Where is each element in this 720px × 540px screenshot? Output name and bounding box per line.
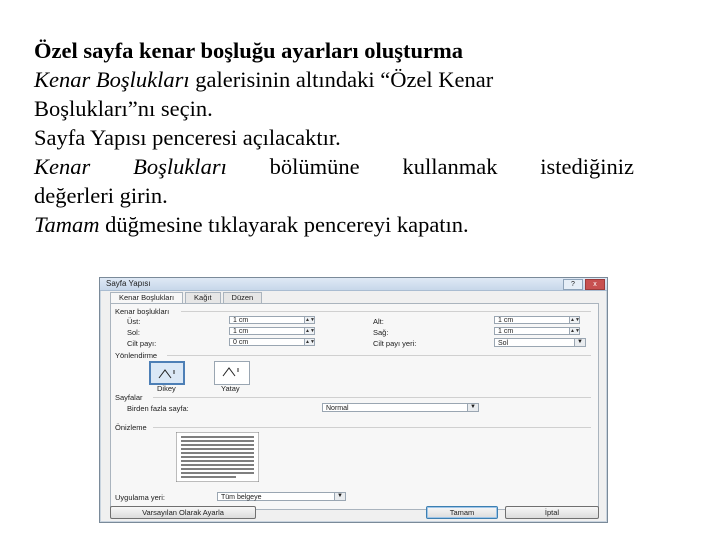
italic-term: Kenar Boşlukları xyxy=(34,67,190,92)
window-controls xyxy=(563,279,605,290)
instruction-line-1 xyxy=(34,65,634,94)
spinner-arrows-icon[interactable]: ▲▼ xyxy=(570,317,580,323)
line-text: galerisinin altındaki “Özel Kenar xyxy=(189,67,494,92)
tab-layout[interactable]: Düzen xyxy=(223,292,263,303)
dialog-title: Sayfa Yapısı xyxy=(106,279,151,288)
spinner-arrows-icon[interactable]: ▲▼ xyxy=(570,328,580,334)
set-as-default-button[interactable]: Varsayılan Olarak Ayarla xyxy=(110,506,256,519)
right-label: Sağ: xyxy=(373,328,389,337)
tab-strip xyxy=(110,292,264,303)
landscape-label: Yatay xyxy=(221,384,240,393)
top-label: Üst: xyxy=(127,317,141,326)
landscape-option[interactable] xyxy=(214,361,250,385)
spinner-arrows-icon[interactable]: ▲▼ xyxy=(305,317,315,323)
margins-group-label: Kenar boşlukları xyxy=(115,307,170,316)
landscape-icon xyxy=(221,366,243,378)
apply-to-value: Tüm belgeye xyxy=(221,494,262,501)
spinner-arrows-icon[interactable]: ▲▼ xyxy=(305,328,315,334)
gutter-input[interactable] xyxy=(229,338,315,346)
apply-to-select[interactable] xyxy=(217,492,346,501)
tab-margins[interactable]: Kenar Boşlukları xyxy=(110,292,183,303)
divider xyxy=(153,397,591,398)
divider xyxy=(153,427,591,428)
divider xyxy=(167,355,591,356)
chevron-down-icon[interactable]: ▼ xyxy=(574,339,585,346)
gutter-label: Cilt payı: xyxy=(127,339,157,348)
close-button[interactable]: x xyxy=(585,279,605,290)
apply-to-label: Uygulama yeri: xyxy=(115,493,166,502)
page-setup-dialog xyxy=(99,277,608,523)
heading: Özel sayfa kenar boşluğu ayarları oluşturma xyxy=(34,38,463,63)
chevron-down-icon[interactable]: ▼ xyxy=(334,493,345,500)
top-margin-value: 1 cm xyxy=(233,317,249,324)
gutter-value: 0 cm xyxy=(233,339,249,346)
ok-button[interactable]: Tamam xyxy=(426,506,498,519)
portrait-option[interactable] xyxy=(149,361,185,385)
right-margin-value: 1 cm xyxy=(498,328,514,335)
left-margin-value: 1 cm xyxy=(233,328,249,335)
portrait-icon xyxy=(157,367,179,379)
instruction-line-6 xyxy=(34,210,634,239)
instruction-line-2: Boşlukları”nı seçin. xyxy=(34,96,213,121)
instruction-text xyxy=(34,36,634,239)
gutter-position-label: Cilt payı yeri: xyxy=(373,339,417,348)
portrait-label: Dikey xyxy=(157,384,176,393)
multiple-pages-label: Birden fazla sayfa: xyxy=(127,404,189,413)
divider xyxy=(181,311,591,312)
left-label: Sol: xyxy=(127,328,140,337)
multiple-pages-value: Normal xyxy=(326,405,349,412)
gutter-position-select[interactable] xyxy=(494,338,586,347)
dialog-titlebar xyxy=(100,278,607,291)
preview-group-label: Önizleme xyxy=(115,423,147,432)
bottom-margin-input[interactable] xyxy=(494,316,580,324)
italic-term: Tamam xyxy=(34,212,100,237)
line-text: bölümüne kullanmak istediğiniz xyxy=(226,154,635,179)
gutter-position-value: Sol xyxy=(498,340,509,347)
instruction-line-4 xyxy=(34,152,634,181)
spinner-arrows-icon[interactable]: ▲▼ xyxy=(305,339,315,345)
bottom-label: Alt: xyxy=(373,317,384,326)
top-margin-input[interactable] xyxy=(229,316,315,324)
italic-term: Kenar Boşlukları xyxy=(34,154,227,179)
multiple-pages-select[interactable] xyxy=(322,403,479,412)
page-preview xyxy=(176,432,259,482)
help-button[interactable]: ? xyxy=(563,279,583,290)
right-margin-input[interactable] xyxy=(494,327,580,335)
left-margin-input[interactable] xyxy=(229,327,315,335)
bottom-margin-value: 1 cm xyxy=(498,317,514,324)
cancel-button[interactable]: İptal xyxy=(505,506,599,519)
line-text: düğmesine tıklayarak pencereyi kapatın. xyxy=(99,212,469,237)
instruction-line-5: değerleri girin. xyxy=(34,183,168,208)
instruction-line-3: Sayfa Yapısı penceresi açılacaktır. xyxy=(34,125,341,150)
chevron-down-icon[interactable]: ▼ xyxy=(467,404,478,411)
pages-group-label: Sayfalar xyxy=(115,393,143,402)
orientation-group-label: Yönlendirme xyxy=(115,351,158,360)
tab-paper[interactable]: Kağıt xyxy=(185,292,221,303)
